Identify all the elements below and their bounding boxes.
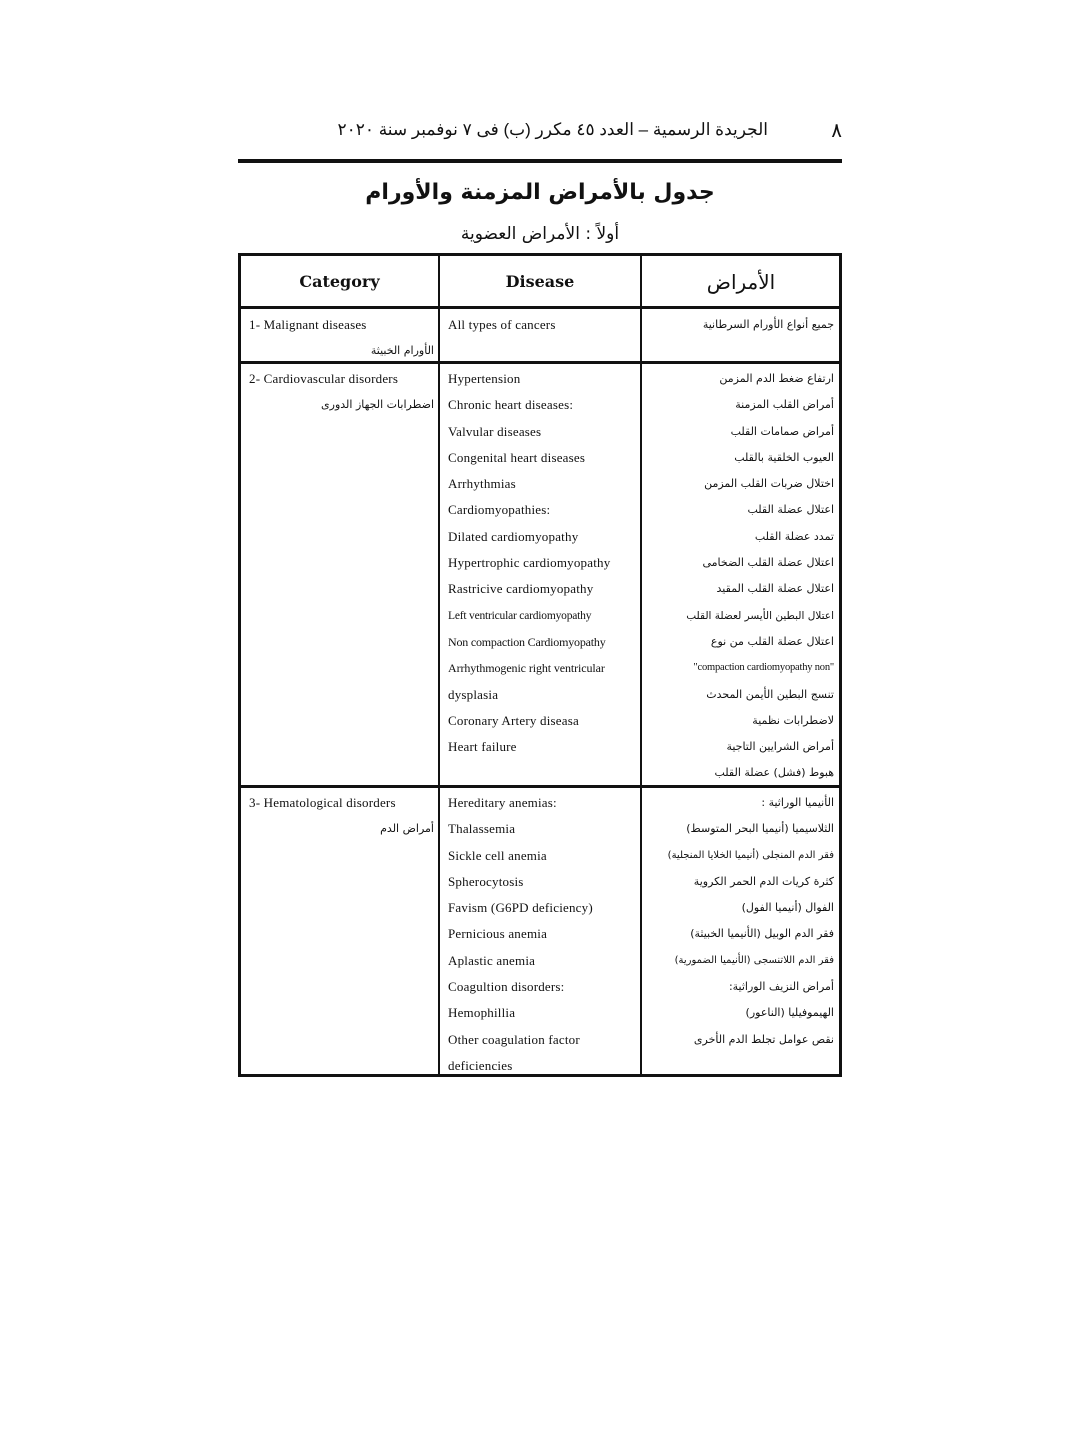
table-row-category [249, 312, 434, 365]
table-row-arabic [646, 366, 834, 787]
arabic-item: اعتلال البطين الأيسر لعضلة القلب [686, 609, 834, 622]
disease-item: Coagultion disorders: [448, 979, 565, 995]
disease-item: deficiencies [448, 1057, 513, 1073]
disease-item: Cardiomyopathies: [448, 502, 551, 518]
disease-item: Chronic heart diseases: [448, 397, 574, 413]
column-header-arabic: الأمراض [706, 270, 776, 294]
disease-item: dysplasia [448, 686, 499, 702]
arabic-item: نقص عوامل تجلط الدم الأخرى [693, 1032, 834, 1046]
arabic-item: كثرة كريات الدم الحمر الكروية [693, 874, 834, 888]
disease-item: Spherocytosis [448, 873, 524, 889]
disease-item: Rastricive cardiomyopathy [448, 581, 594, 597]
arabic-item: اختلال ضربات القلب المزمن [704, 477, 834, 491]
disease-item: Non compaction Cardiomyopathy [448, 634, 606, 649]
disease-item: Congenital heart diseases [448, 449, 586, 465]
disease-item: Pernicious anemia [448, 926, 548, 942]
disease-item: Favism (G6PD deficiency) [448, 900, 593, 916]
page-header [238, 110, 842, 150]
table-row-category [249, 366, 434, 419]
arabic-item: اعتلال عضلة القلب الضخامى [702, 556, 834, 570]
arabic-item: ارتفاع ضغط الدم المزمن [719, 372, 834, 385]
arabic-item: الهيموفيليا (الناعور) [745, 1006, 834, 1020]
arabic-item: أمراض الشرايين التاجية [726, 740, 834, 754]
column-header-category: Category [299, 272, 380, 291]
category-arabic: اضطرابات الجهاز الدورى [321, 398, 434, 412]
arabic-item: الأنيميا الوراثية : [761, 796, 834, 809]
page-number: ٨ [831, 120, 842, 142]
document-title: جدول بالأمراض المزمنة والأورام [365, 180, 715, 205]
disease-item: Hypertrophic cardiomyopathy [448, 555, 611, 571]
disease-item: Aplastic anemia [448, 952, 536, 968]
arabic-item: أمراض صمامات القلب [730, 424, 834, 438]
arabic-item: تنسج البطين الأيمن المحدث [706, 687, 834, 701]
disease-item: Left ventricular cardiomyopathy [448, 609, 592, 622]
arabic-item: الفوال (أنيميا الفول) [741, 901, 834, 915]
arabic-item: العيوب الخلقية بالقلب [734, 450, 834, 464]
table-row-disease [448, 366, 638, 760]
category-arabic: الأورام الخبيثة [370, 344, 434, 358]
disease-item: Arrhythmogenic right ventricular [448, 661, 605, 676]
arabic-item: أمراض النزيف الوراثية: [728, 980, 834, 994]
arabic-item: جميع أنواع الأورام السرطانية [702, 318, 834, 331]
disease-item: Arrhythmias [448, 476, 516, 492]
disease-item: Valvular diseases [448, 423, 542, 439]
header-rule [238, 159, 842, 163]
disease-item: All types of cancers [448, 317, 556, 332]
column-divider [438, 256, 440, 1074]
category-arabic: أمراض الدم [380, 822, 434, 836]
arabic-item: تمدد عضلة القلب [754, 529, 834, 543]
arabic-item: هبوط (فشل) عضلة القلب [714, 766, 834, 780]
arabic-item: فقر الدم اللاتنسجى (الأنيميا الضمورية) [674, 954, 834, 966]
category-english: 1- Malignant diseases [249, 317, 367, 332]
disease-item: Hypertension [448, 371, 521, 386]
disease-item: Other coagulation factor [448, 1031, 580, 1047]
running-title: الجريدة الرسمية – العدد ٤٥ مكرر (ب) فى ٧ نوفمبر سنة ٢٠٢٠ [337, 120, 768, 139]
disease-item: Coronary Artery diseasa [448, 712, 579, 728]
table-row-disease [448, 790, 638, 1079]
arabic-item: اعتلال عضلة القلب من نوع [710, 634, 834, 648]
disease-item: Sickle cell anemia [448, 847, 547, 863]
disease-item: Hemophillia [448, 1005, 516, 1021]
arabic-item: اعتلال عضلة القلب [747, 503, 834, 517]
arabic-item: "compaction cardiomyopathy non" [693, 662, 834, 674]
table-row-disease [448, 312, 638, 338]
table-row-category [249, 790, 434, 843]
disease-item: Thalassemia [448, 821, 516, 837]
diseases-table [238, 253, 842, 1077]
arabic-item: فقر الدم المنجلى (أنيميا الخلايا المنجلية) [667, 849, 834, 861]
table-row-arabic [646, 312, 834, 338]
section-subtitle: أولاً : الأمراض العضوية [460, 224, 620, 244]
arabic-item: الثلاسيميا (أنيميا البحر المتوسط) [686, 822, 834, 836]
arabic-item: اعتلال عضلة القلب المقيد [716, 582, 834, 596]
category-english: 3- Hematological disorders [249, 795, 396, 810]
table-row-arabic [646, 790, 834, 1053]
arabic-item: فقر الدم الوبيل (الأنيميا الخبيثة) [690, 927, 834, 941]
disease-item: Hereditary anemias: [448, 795, 557, 810]
column-divider [640, 256, 642, 1074]
arabic-item: أمراض القلب المزمنة [735, 398, 834, 412]
disease-item: Dilated cardiomyopathy [448, 528, 579, 544]
category-english: 2- Cardiovascular disorders [249, 371, 399, 386]
disease-item: Heart failure [448, 739, 517, 755]
column-header-disease: Disease [505, 272, 575, 291]
arabic-item: لاضطرابات نظمية [752, 713, 834, 727]
